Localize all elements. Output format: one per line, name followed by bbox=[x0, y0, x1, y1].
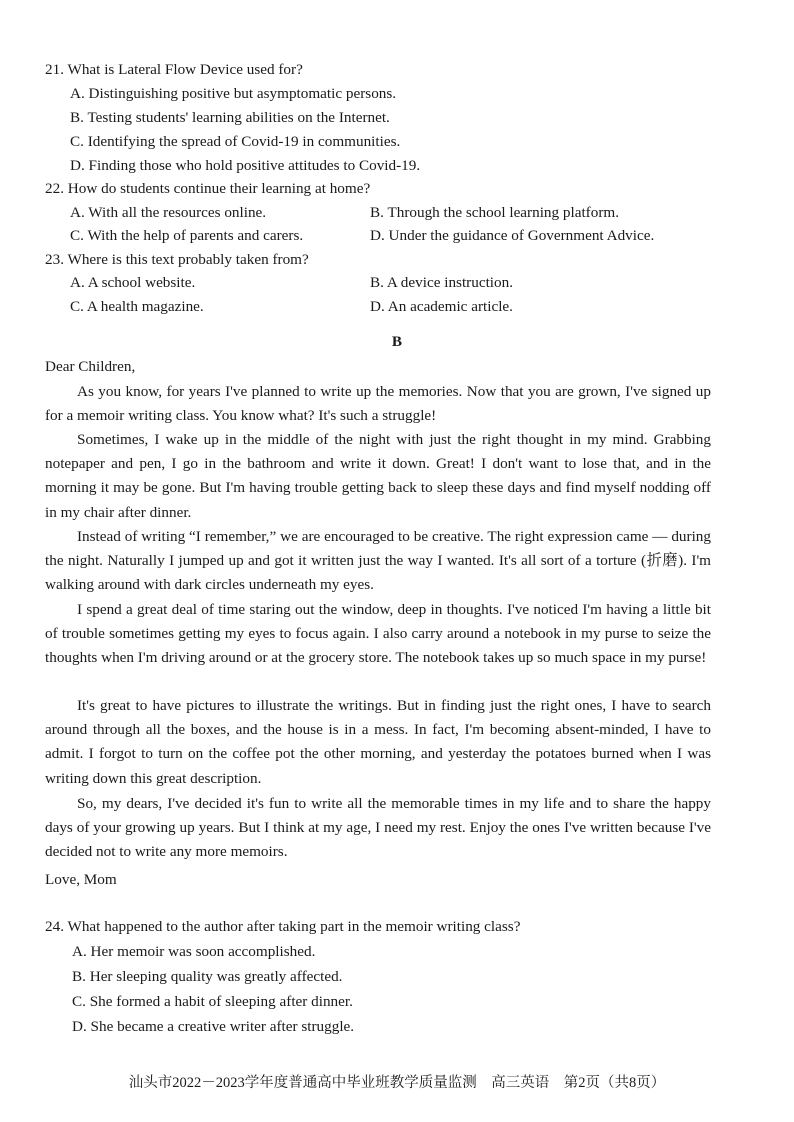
question-22-stem: 22. How do students continue their learning at home? bbox=[45, 180, 371, 197]
question-23-stem: 23. Where is this text probably taken from? bbox=[45, 251, 309, 268]
question-22-option-d: D. Under the guidance of Government Advice. bbox=[370, 227, 655, 244]
letter-paragraph-2: Sometimes, I wake up in the middle of the night with just the right thought in my mind. Grabbing notepaper and pen, I go in the bathroom and write it down. Great! I don't want to lose that, and in the morning it may be gone. But I'm having trouble getting back to sleep these days and find myself nodding off in my chair after dinner. bbox=[45, 431, 711, 521]
question-23-option-a: A. A school website. bbox=[70, 274, 196, 291]
question-22-option-c: C. With the help of parents and carers. bbox=[70, 227, 304, 244]
question-24-option-d: D. She became a creative writer after struggle. bbox=[72, 1018, 355, 1035]
letter-paragraph-6: So, my dears, I've decided it's fun to write all the memorable times in my life and to share the happy days of your growing up years. But I think at my age, I need my rest. Enjoy the ones I've written because I've decided not to write any more memoirs. bbox=[45, 795, 711, 861]
question-23-option-b: B. A device instruction. bbox=[370, 274, 513, 291]
question-24-option-b: B. Her sleeping quality was greatly affected. bbox=[72, 968, 343, 985]
question-21-option-a: A. Distinguishing positive but asymptomatic persons. bbox=[70, 85, 397, 102]
question-21-option-c: C. Identifying the spread of Covid-19 in communities. bbox=[70, 133, 401, 150]
question-21-option-d: D. Finding those who hold positive attitudes to Covid-19. bbox=[70, 157, 421, 174]
question-24-stem: 24. What happened to the author after taking part in the memoir writing class? bbox=[45, 918, 521, 935]
letter-paragraph-1: As you know, for years I've planned to write up the memories. Now that you are grown, I've signed up for a memoir writing class. You know what? It's such a struggle! bbox=[45, 383, 711, 425]
letter-salutation: Dear Children, bbox=[45, 358, 136, 375]
question-22-option-b: B. Through the school learning platform. bbox=[370, 204, 619, 221]
section-b-heading: B bbox=[391, 333, 403, 350]
letter-paragraph-5: It's great to have pictures to illustrate the writings. But in finding just the right ones, I have to search around through all the boxes, and the house is in a mess. In fact, I'm becoming absent-minded, I have to admit. I forgot to turn on the coffee pot the other morning, and yesterday the potatoes burned when I was writing down this great description. bbox=[45, 697, 711, 787]
question-24-option-c: C. She formed a habit of sleeping after dinner. bbox=[72, 993, 353, 1010]
page-footer: 汕头市2022－2023学年度普通高中毕业班教学质量监测 高三英语 第2页（共8页） bbox=[128, 1075, 666, 1091]
question-23-option-d: D. An academic article. bbox=[370, 298, 513, 315]
letter-signoff: Love, Mom bbox=[45, 871, 117, 888]
question-21-stem: 21. What is Lateral Flow Device used for? bbox=[45, 61, 303, 78]
question-23-option-c: C. A health magazine. bbox=[70, 298, 204, 315]
question-21-option-b: B. Testing students' learning abilities on the Internet. bbox=[70, 109, 390, 126]
question-22-option-a: A. With all the resources online. bbox=[70, 204, 267, 221]
letter-paragraph-3: Instead of writing “I remember,” we are encouraged to be creative. The right expression came — during the night. Naturally I jumped up and got it written just the way I wanted. It's all sort of a torture (折磨). I'm walking around with dark circles underneath my eyes. bbox=[45, 528, 711, 594]
question-24-option-a: A. Her memoir was soon accomplished. bbox=[72, 943, 316, 960]
letter-paragraph-4: I spend a great deal of time staring out the window, deep in thoughts. I've noticed I'm having a little bit of trouble sometimes getting my eyes to focus again. I also carry around a notebook in my purse to seize the thoughts when I'm driving around or at the grocery store. The notebook takes up so much space in my purse! bbox=[45, 601, 711, 667]
